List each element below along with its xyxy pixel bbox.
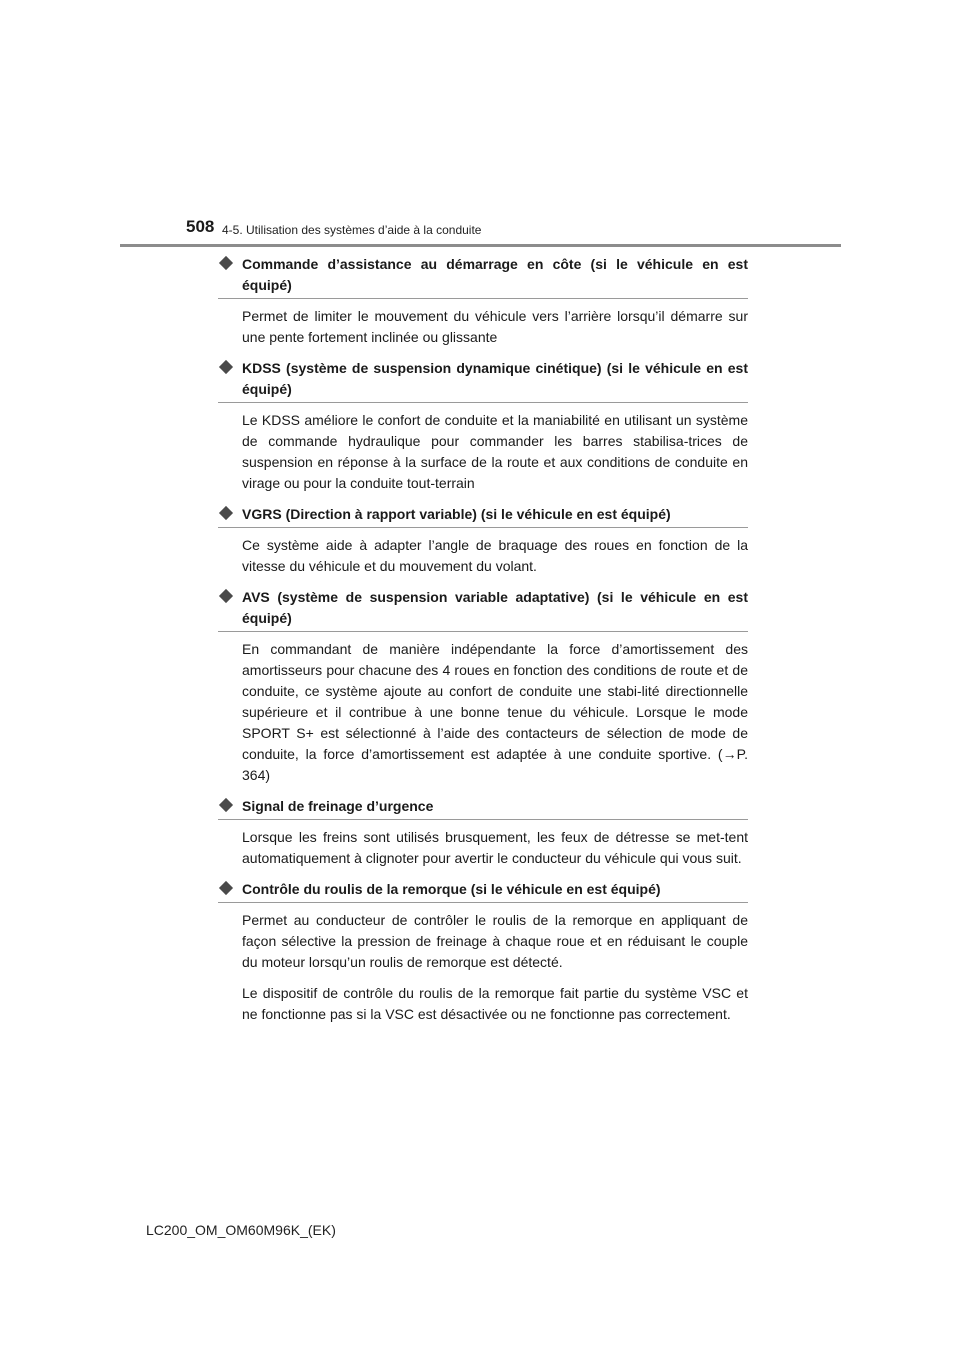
section-avs: [218, 587, 748, 786]
page-number: 508: [186, 217, 215, 236]
header-divider: [120, 244, 841, 247]
section-trailer-sway-control: [218, 879, 748, 1025]
section-title: 4-5. Utilisation des systèmes d’aide à la conduite: [222, 223, 482, 237]
document-code-footer: LC200_OM_OM60M96K_(EK): [146, 1222, 336, 1238]
diamond-bullet-icon: [218, 254, 236, 275]
page-header: [0, 0, 960, 250]
section-vgrs: [218, 504, 748, 577]
section-hill-start-assist: [218, 254, 748, 348]
section-heading-text: AVS (système de suspension variable adaptative) (si le véhicule en est équipé): [242, 589, 748, 626]
section-paragraph: Le KDSS améliore le confort de conduite et la maniabilité en utilisant un système de commande hydraulique pour commander les barres stabilisa-trices de suspension en réponse à la surface de la route et aux conditions de conduite en virage ou pour la conduite tout-terrain: [242, 412, 748, 491]
section-heading: [218, 587, 748, 632]
section-heading: [218, 504, 748, 528]
section-paragraph: Permet de limiter le mouvement du véhicule vers l’arrière lorsqu’il démarre sur une pente fortement inclinée ou glissante: [242, 308, 748, 345]
section-heading-text: VGRS (Direction à rapport variable) (si le véhicule en est équipé): [242, 506, 671, 522]
section-heading: [218, 879, 748, 903]
diamond-bullet-icon: [218, 358, 236, 379]
section-heading: [218, 796, 748, 820]
section-paragraph: Le dispositif de contrôle du roulis de la remorque fait partie du système VSC et ne fonctionne pas si la VSC est désactivée ou ne fonctionne pas correctement.: [242, 985, 748, 1022]
section-paragraph: Permet au conducteur de contrôler le roulis de la remorque en appliquant de façon sélective la pression de freinage à chaque roue et en réduisant le couple du moteur lorsqu’un roulis de remorque est détecté.: [242, 912, 748, 970]
section-heading: [218, 254, 748, 299]
section-emergency-brake-signal: [218, 796, 748, 869]
section-paragraph: Lorsque les freins sont utilisés brusquement, les feux de détresse se met-tent automatiquement à clignoter pour avertir le conducteur du véhicule qui vous suit.: [242, 829, 748, 866]
section-heading-text: Signal de freinage d’urgence: [242, 798, 434, 814]
diamond-bullet-icon: [218, 587, 236, 608]
diamond-bullet-icon: [218, 796, 236, 817]
section-paragraph: En commandant de manière indépendante la force d’amortissement des amortisseurs pour chacune des 4 roues en fonction des conditions de route et de conduite, ce système ajoute au confort de conduite une stabi-lité directionnelle supérieure et il contribue à une bonne tenue du véhicule. Lorsque le mode SPORT S+ est sélectionné à l’aide des contacteurs de sélection de mode de conduite, la force d’amortissement est adaptée à une conduite sportive. (→P. 364): [242, 641, 748, 783]
diamond-bullet-icon: [218, 879, 236, 900]
section-heading-text: KDSS (système de suspension dynamique cinétique) (si le véhicule en est équipé): [242, 360, 748, 397]
section-heading-text: Commande d’assistance au démarrage en côte (si le véhicule en est équipé): [242, 256, 748, 293]
diamond-bullet-icon: [218, 504, 236, 525]
section-paragraph: Ce système aide à adapter l’angle de braquage des roues en fonction de la vitesse du véhicule et du mouvement du volant.: [242, 537, 748, 574]
section-heading-text: Contrôle du roulis de la remorque (si le véhicule en est équipé): [242, 881, 661, 897]
main-content: [218, 254, 748, 1035]
section-kdss: [218, 358, 748, 494]
section-heading: [218, 358, 748, 403]
